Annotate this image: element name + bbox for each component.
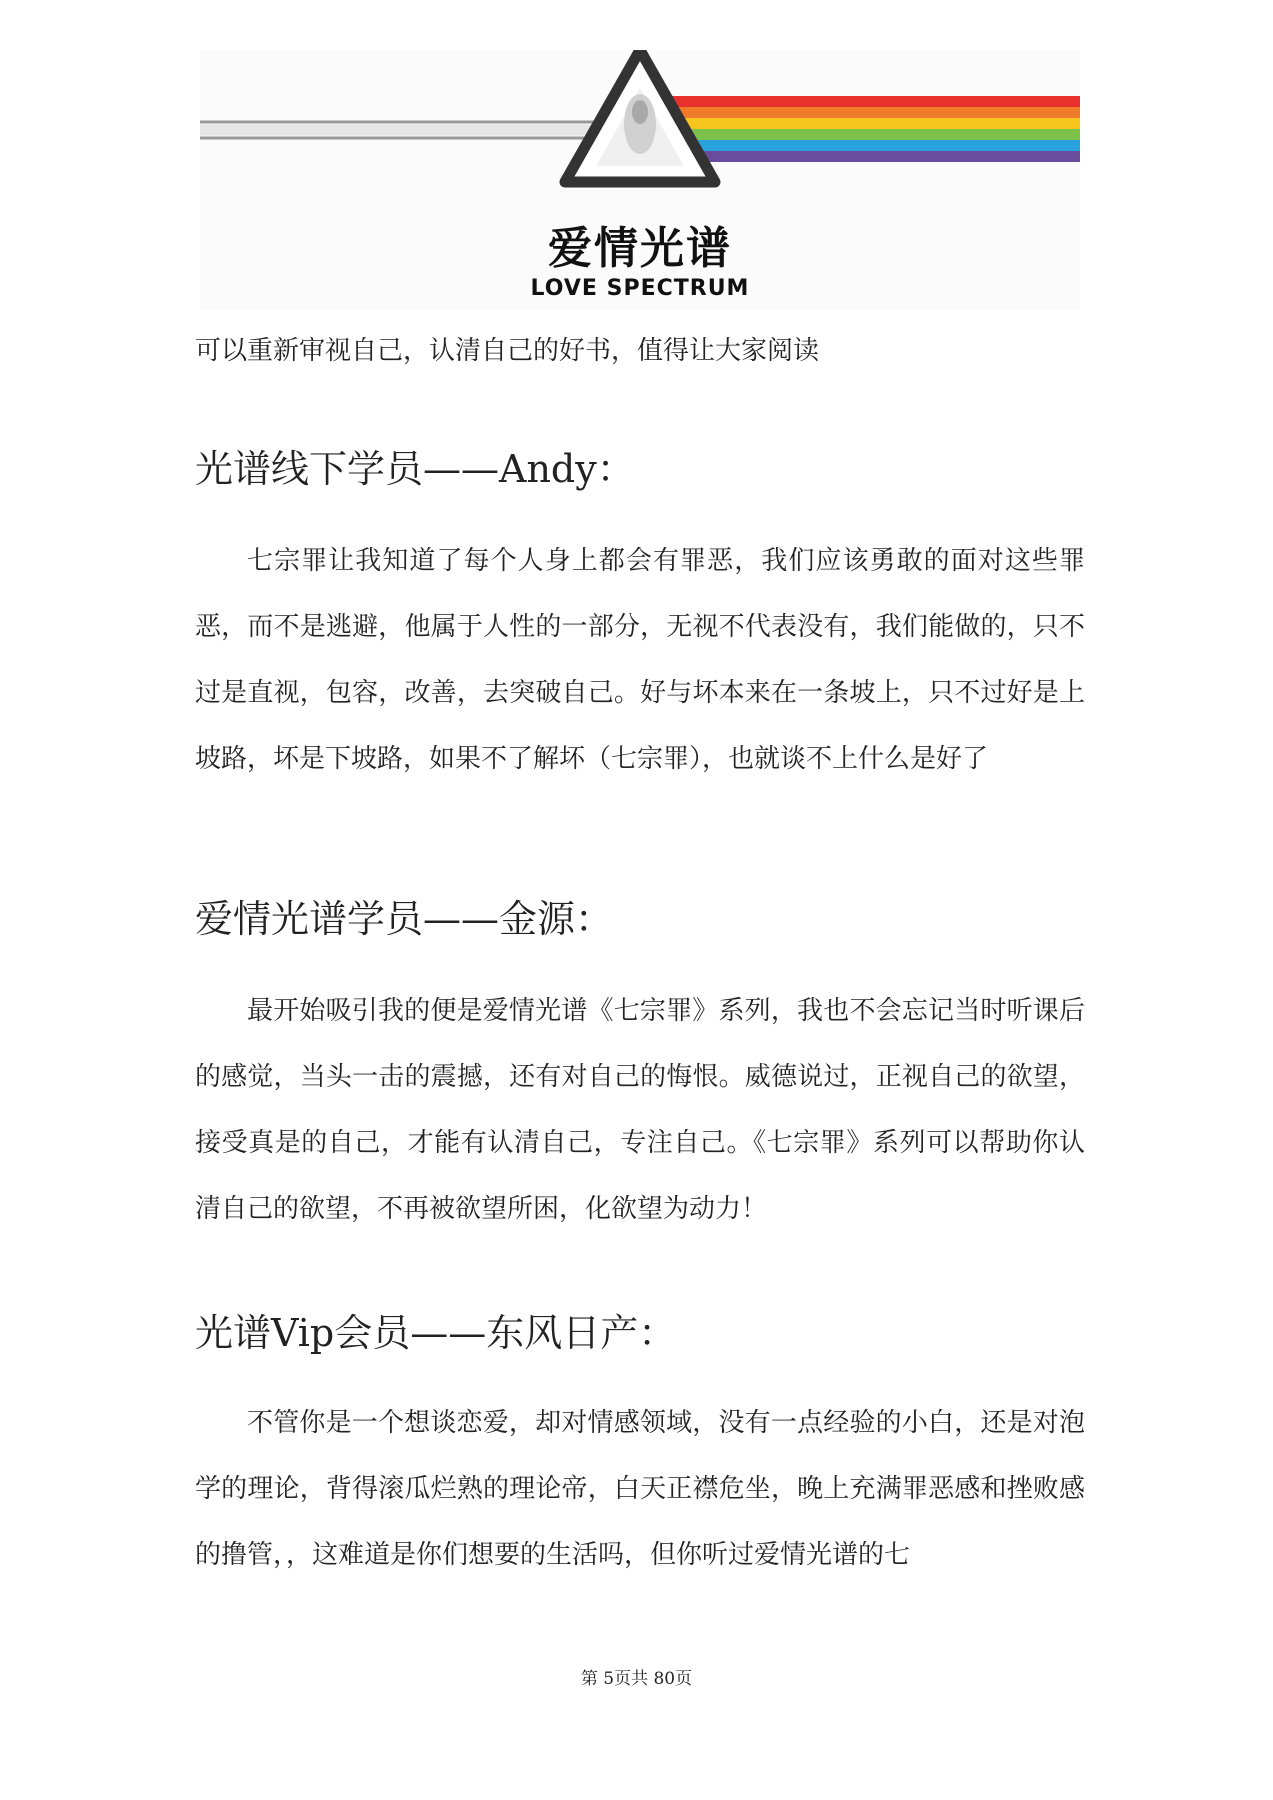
rainbow-spectrum	[668, 96, 1080, 162]
section-heading-jinyuan: 爱情光谱学员——金源：	[195, 897, 614, 941]
page-footer: 第 5页共 80页	[580, 1669, 693, 1689]
section-heading-andy: 光谱线下学员——Andy：	[195, 447, 635, 491]
section-body-andy: 七宗罪让我知道了每个人身上都会有罪恶，我们应该勇敢的面对这些罪恶，而不是逃避，他属于人性的一部分，无视不代表没有，我们能做的，只不过是直视，包容，改善，去突破自己。好与坏本来在一条坡上，只不过好是上坡路，坏是下坡路，如果不了解坏（七宗罪），也就谈不上什么是好了	[195, 546, 1085, 774]
intro-line: 可以重新审视自己，认清自己的好书，值得让大家阅读	[195, 336, 820, 366]
logo-title-en: LOVE SPECTRUM	[530, 276, 750, 301]
rainbow-band	[668, 96, 1080, 107]
love-spectrum-logo	[200, 50, 1080, 310]
rainbow-band	[676, 118, 1080, 129]
section-body-dongfeng: 不管你是一个想谈恋爱，却对情感领域，没有一点经验的小白，还是对泡学的理论，背得滚瓜烂熟的理论帝，白天正襟危坐，晚上充满罪恶感和挫败感的撸管，，这难道是你们想要的生活吗，但你听过爱情光谱的七	[195, 1408, 1085, 1570]
rainbow-band	[684, 140, 1080, 151]
logo-title-cn: 爱情光谱	[548, 223, 732, 274]
rainbow-band	[680, 129, 1080, 140]
section-heading-dongfeng: 光谱Vip会员——东风日产：	[195, 1311, 677, 1355]
section-body-jinyuan: 最开始吸引我的便是爱情光谱《七宗罪》系列，我也不会忘记当时听课后的感觉，当头一击的震撼，还有对自己的悔恨。威德说过，正视自己的欲望，接受真是的自己，才能有认清自己，专注自己。《七宗罪》系列可以帮助你认清自己的欲望，不再被欲望所困，化欲望为动力！	[195, 996, 1085, 1224]
rainbow-band	[672, 107, 1080, 118]
rainbow-band	[688, 151, 1080, 162]
